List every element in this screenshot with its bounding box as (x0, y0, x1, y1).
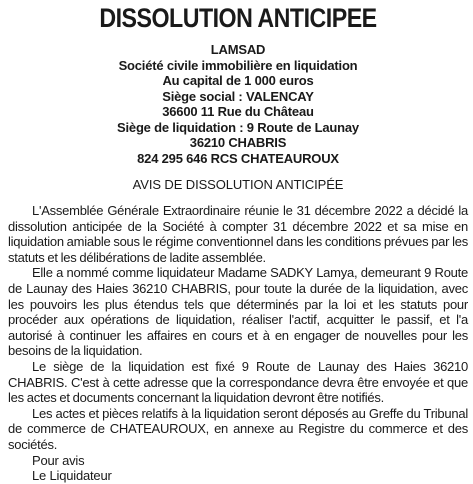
closing-line: Pour avis (32, 452, 85, 468)
paragraph-liquidator: Elle a nommé comme liquidateur Madame SADKY Lamya, demeurant 9 Route de Launay des Haies 36210 CHABRIS, pour toute la durée de la liquidation, avec les pouvoirs les plus étendus tels que déterminés par la loi et les statuts pour procéder aux opérations de liquidation, réaliser l'actif, acquitter le passif, et l'a autorisé à continuer les affaires en cours et à en engager de nouvelles pour les besoins de la liquidation. (8, 265, 468, 359)
company-rcs: 824 295 646 RCS CHATEAUROUX (137, 150, 339, 166)
company-type: Société civile immobilière en liquidation (118, 57, 358, 73)
notice-heading: AVIS DE DISSOLUTION ANTICIPÉE (132, 177, 344, 192)
liquidation-seat: Siège de liquidation : 9 Route de Launay (117, 119, 359, 135)
company-block (8, 42, 468, 166)
notice-body (8, 203, 468, 453)
signatory: Le Liquidateur (32, 468, 112, 484)
company-capital: Au capital de 1 000 euros (162, 73, 314, 88)
liquidation-city: 36210 CHABRIS (189, 135, 287, 150)
paragraph-dissolution: L'Assemblée Générale Extraordinaire réunie le 31 décembre 2022 a décidé la dissolution anticipée de la Société à compter 31 décembre 2022 et sa mise en liquidation amiable sous le régime conventionnel dans les conditions prévues par les statuts et les délibérations de ladite assemblée. (8, 203, 468, 265)
company-name: LAMSAD (210, 42, 266, 57)
notice-title: DISSOLUTION ANTICIPEE (99, 3, 377, 33)
paragraph-liquidation-seat: Le siège de la liquidation est fixé 9 Route de Launay des Haies 36210 CHABRIS. C'est à cette adresse que la correspondance devra être envoyée et que les actes et documents concernant la liquidation devront être notifiés. (8, 358, 468, 406)
company-seat: Siège social : VALENCAY (162, 88, 314, 104)
legal-notice (8, 0, 468, 484)
company-seat-address: 36600 11 Rue du Château (162, 104, 314, 119)
paragraph-filing: Les actes et pièces relatifs à la liquidation seront déposés au Greffe du Tribunal de commerce de CHATEAUROUX, en annexe au Registre du commerce et des sociétés. (8, 405, 468, 452)
